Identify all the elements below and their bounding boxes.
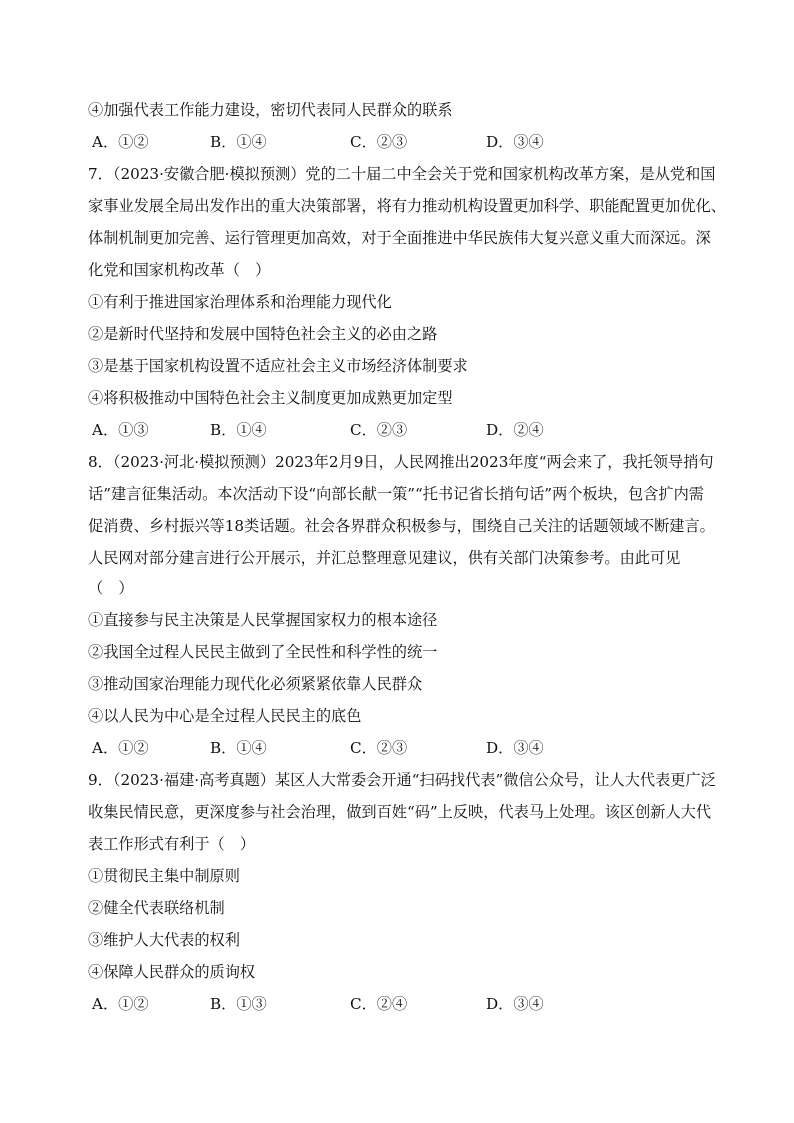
question-stem-line: 9．（2023·福建·高考真题）某区人大常委会开通“扫码找代表”微信公众号，让人大代表更广泛 <box>88 771 716 789</box>
choice-d[interactable]: D．③④ <box>486 133 544 151</box>
option-line: ②我国全过程人民民主做到了全民性和科学性的统一 <box>88 643 438 661</box>
choice-b[interactable]: B．①④ <box>210 739 267 757</box>
question-stem-line: 8．（2023·河北·模拟预测）2023年2月9日，人民网推出2023年度“两会来了，我托领导捎句 <box>88 453 714 471</box>
choice-d[interactable]: D．③④ <box>486 995 544 1013</box>
question-stem-line: 化党和国家机构改革（ ） <box>88 261 271 279</box>
choice-a[interactable]: A．①② <box>92 133 149 151</box>
option-line: ②健全代表联络机制 <box>88 899 225 917</box>
choice-a[interactable]: A．①② <box>92 739 149 757</box>
question-stem-line: 话”建言征集活动。本次活动下设“向部长献一策”“托书记省长捎句话”两个板块，包含扩内需 <box>88 485 704 503</box>
choice-c[interactable]: C．②③ <box>350 739 408 757</box>
option-line: ③推动国家治理能力现代化必须紧紧依靠人民群众 <box>88 675 423 693</box>
answer-choices <box>92 738 692 758</box>
option-line: ③是基于国家机构设置不适应社会主义市场经济体制要求 <box>88 357 468 375</box>
question-stem-line: 人民网对部分建言进行公开展示，并汇总整理意见建议，供有关部门决策参考。由此可见 <box>88 549 681 567</box>
question-stem-line: 表工作形式有利于（ ） <box>88 835 256 853</box>
option-line: ①贯彻民主集中制原则 <box>88 867 240 885</box>
question-stem-line: 收集民情民意，更深度参与社会治理，做到百姓“码”上反映，代表马上处理。该区创新人大代 <box>88 803 712 821</box>
answer-choices <box>92 994 692 1014</box>
question-stem-line: 促消费、乡村振兴等18类话题。社会各界群众积极参与，围绕自己关注的话题领域不断建言。 <box>88 517 715 535</box>
option-line: ④加强代表工作能力建设，密切代表同人民群众的联系 <box>88 101 453 119</box>
option-line: ①有利于推进国家治理体系和治理能力现代化 <box>88 293 392 311</box>
choice-c[interactable]: C．②③ <box>350 133 408 151</box>
choice-a[interactable]: A．①② <box>92 995 149 1013</box>
option-line: ④以人民为中心是全过程人民民主的底色 <box>88 707 362 725</box>
answer-choices <box>92 420 692 440</box>
answer-choices <box>92 132 692 152</box>
choice-c[interactable]: C．②③ <box>350 421 408 439</box>
question-stem-line: 7．（2023·安徽合肥·模拟预测）党的二十届二中全会关于党和国家机构改革方案，是从党和国 <box>88 165 716 183</box>
choice-d[interactable]: D．②④ <box>486 421 544 439</box>
option-line: ③维护人大代表的权利 <box>88 931 240 949</box>
choice-b[interactable]: B．①④ <box>210 133 267 151</box>
question-stem-line: 家事业发展全局出发作出的重大决策部署，将有力推动机构设置更加科学、职能配置更加优化、 <box>88 197 726 215</box>
question-stem-line: （ ） <box>88 579 134 597</box>
choice-d[interactable]: D．③④ <box>486 739 544 757</box>
choice-b[interactable]: B．①③ <box>210 995 267 1013</box>
choice-a[interactable]: A．①③ <box>92 421 149 439</box>
option-line: ④将积极推动中国特色社会主义制度更加成熟更加定型 <box>88 389 453 407</box>
choice-b[interactable]: B．①④ <box>210 421 267 439</box>
option-line: ②是新时代坚持和发展中国特色社会主义的必由之路 <box>88 325 438 343</box>
option-line: ④保障人民群众的质询权 <box>88 963 256 981</box>
question-stem-line: 体制机制更加完善、运行管理更加高效，对于全面推进中华民族伟大复兴意义重大而深远。深 <box>88 229 711 247</box>
option-line: ①直接参与民主决策是人民掌握国家权力的根本途径 <box>88 611 438 629</box>
choice-c[interactable]: C．②④ <box>350 995 408 1013</box>
